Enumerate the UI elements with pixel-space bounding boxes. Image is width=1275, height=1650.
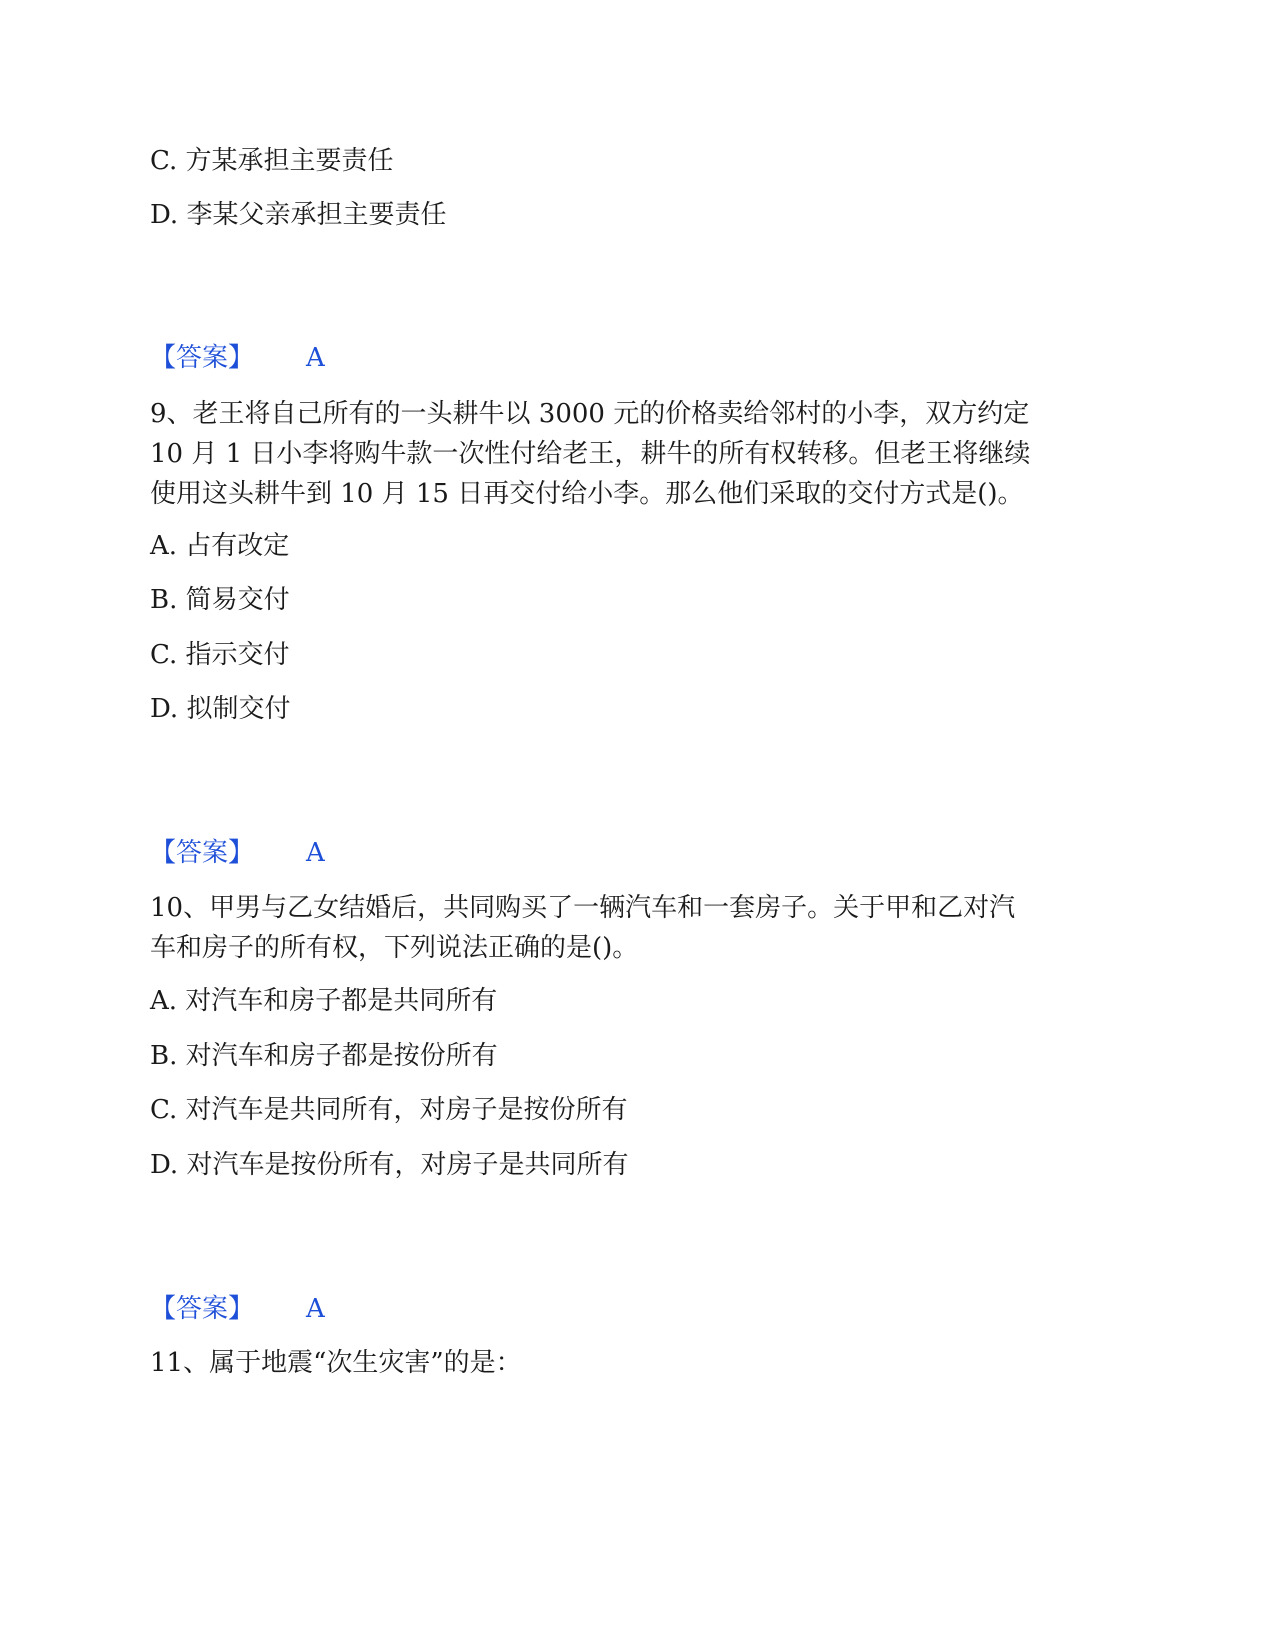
option-c: C. 方某承担主要责任	[150, 146, 394, 176]
answer-label: 【答案】	[150, 343, 255, 373]
answer-value: A	[306, 1294, 325, 1324]
option-c: C. 指示交付	[150, 640, 290, 670]
question-stem-line: 10、甲男与乙女结婚后，共同购买了一辆汽车和一套房子。关于甲和乙对汽	[150, 893, 1016, 923]
answer-line	[150, 1289, 325, 1329]
option-d: D. 对汽车是按份所有，对房子是共同所有	[150, 1150, 629, 1180]
answer-line	[150, 338, 325, 378]
answer-line	[150, 833, 325, 873]
option-d: D. 拟制交付	[150, 694, 291, 724]
question-stem-line: 9、老王将自己所有的一头耕牛以 3000 元的价格卖给邻村的小李，双方约定	[150, 399, 1030, 429]
option-a: A. 对汽车和房子都是共同所有	[150, 986, 498, 1016]
answer-label: 【答案】	[150, 1294, 255, 1324]
answer-value: A	[306, 343, 325, 373]
option-b: B. 简易交付	[150, 585, 290, 615]
option-d: D. 李某父亲承担主要责任	[150, 200, 447, 230]
question-stem-line: 10 月 1 日小李将购牛款一次性付给老王，耕牛的所有权转移。但老王将继续	[150, 439, 1031, 469]
question-stem-line: 车和房子的所有权，下列说法正确的是()。	[150, 933, 639, 963]
question-stem-line: 11、属于地震“次生灾害”的是：	[150, 1348, 522, 1378]
answer-value: A	[306, 838, 325, 868]
answer-label: 【答案】	[150, 838, 255, 868]
option-b: B. 对汽车和房子都是按份所有	[150, 1041, 498, 1071]
option-a: A. 占有改定	[150, 531, 290, 561]
option-c: C. 对汽车是共同所有，对房子是按份所有	[150, 1095, 628, 1125]
question-stem-line: 使用这头耕牛到 10 月 15 日再交付给小李。那么他们采取的交付方式是()。	[150, 479, 1024, 509]
